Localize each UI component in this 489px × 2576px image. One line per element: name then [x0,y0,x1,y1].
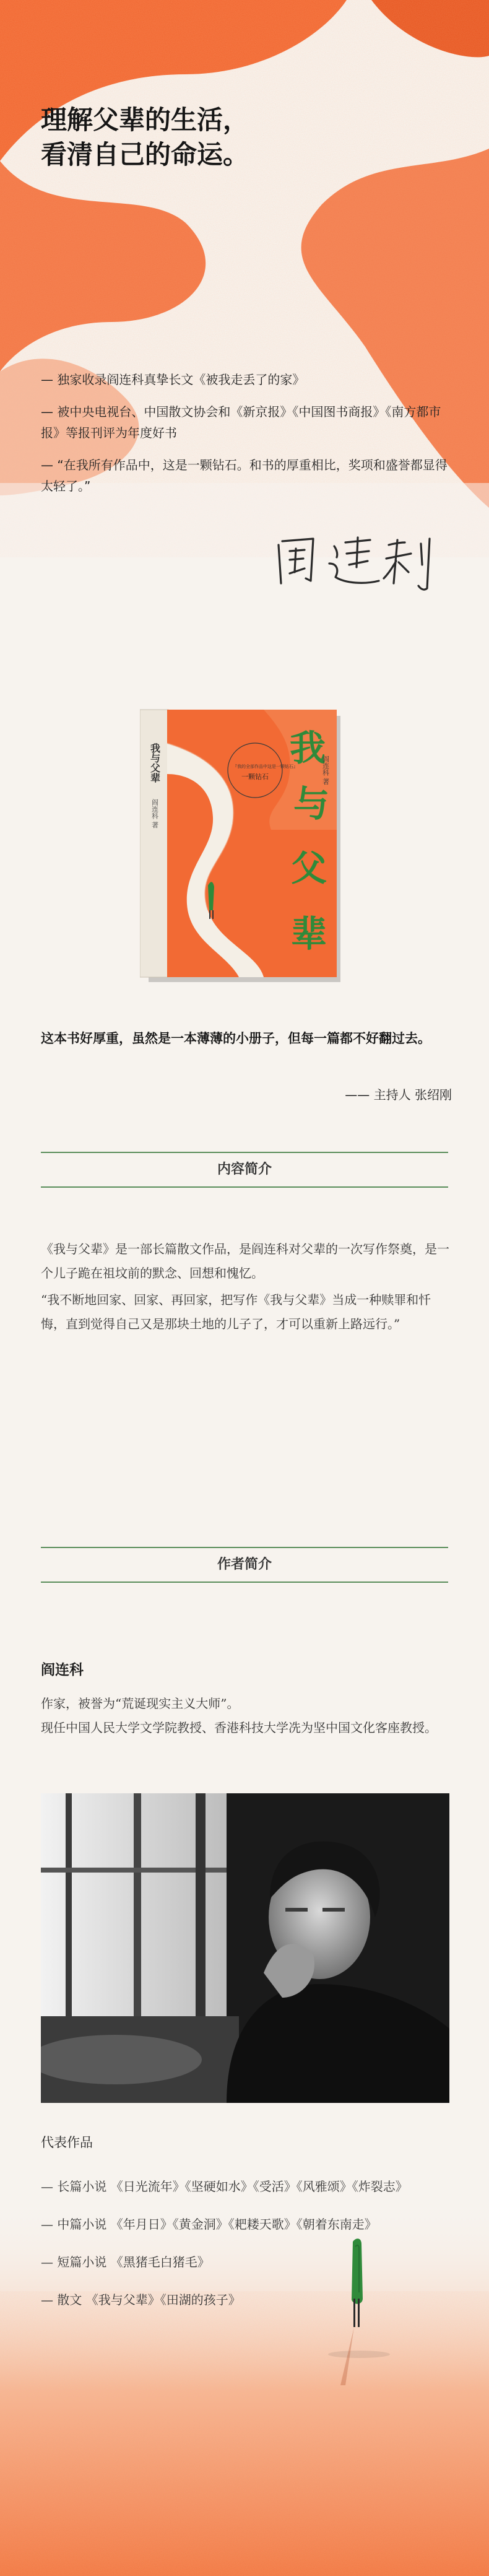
green-figure-illustration [323,2237,397,2422]
cover-author: 阎连科 著 [321,755,330,785]
hero-headline [41,103,412,172]
author-bio-line: 现任中国人民大学文学院教授、香港科技大学冼为坚中国文化客座教授。 [41,1720,437,1735]
endorsement-list [41,369,449,508]
intro-paragraph: 《我与父辈》是一部长篇散文作品，是阎连科对父辈的一次写作祭奠，是一个儿子跪在祖坟前的默念、回想和愧忆。 [41,1242,449,1281]
headline-line-1: 理解父辈的生活， [41,105,249,135]
cover-title-char: 父 [291,847,327,889]
recommendation-author: —— 主持人 张绍刚 [345,1087,452,1102]
spine-author: 阎连科 著 [150,799,159,829]
author-name: 阎连科 [41,1662,84,1678]
intro-paragraph: “我不断地回家、回家、再回家，把写作《我与父辈》当成一种赎罪和忏悔，直到觉得自己又是那块土地的儿子了，才可以重新上路远行。” [41,1292,431,1331]
author-bio-line: 作家，被誉为“荒诞现实主义大师”。 [41,1696,240,1711]
cover-title-char: 我 [290,727,326,769]
cover-sticker: 『我的全部作品中这是一颗钻石』 [233,764,298,769]
cover-title-char: 与 [293,783,330,825]
intro-body [41,1237,449,1336]
author-photo [41,1793,449,2103]
endorsement-item: — “在我所有作品中，这是一颗钻石。和书的厚重相比，奖项和盛誉都显得太轻了。” [41,458,448,494]
intro-heading: 内容简介 [41,1152,448,1188]
recommendation-quote: 这本书好厚重，虽然是一本薄薄的小册子，但每一篇都不好翻过去。 [41,1031,431,1046]
author-signature [265,526,451,594]
spine-title: 我与父辈 [149,743,161,783]
cover-sticker-diamond: 一颗钻石 [241,773,269,781]
author-bio [41,1692,449,1740]
works-item: — 中篇小说 《年月日》《黄金洞》《耙耧天歌》《朝着东南走》 [41,2217,377,2232]
cover-title-char: 辈 [291,913,327,955]
works-item: — 散文 《我与父辈》《田湖的孩子》 [41,2292,241,2307]
endorsement-item: — 被中央电视台、中国散文协会和《新京报》《中国图书商报》《南方都市报》等报刊评为年度好书 [41,404,441,440]
headline-line-2: 看清自己的命运。 [41,139,249,170]
endorsement-item: — 独家收录阎连科真挚长文《被我走丢了的家》 [41,372,305,387]
works-title: 代表作品 [41,2135,93,2150]
works-item: — 短篇小说 《黑猪毛白猪毛》 [41,2255,210,2269]
book-cover [140,706,342,983]
works-item: — 长篇小说 《日光流年》《坚硬如水》《受活》《风雅颂》《炸裂志》 [41,2179,408,2194]
author-heading: 作者简介 [41,1547,448,1583]
